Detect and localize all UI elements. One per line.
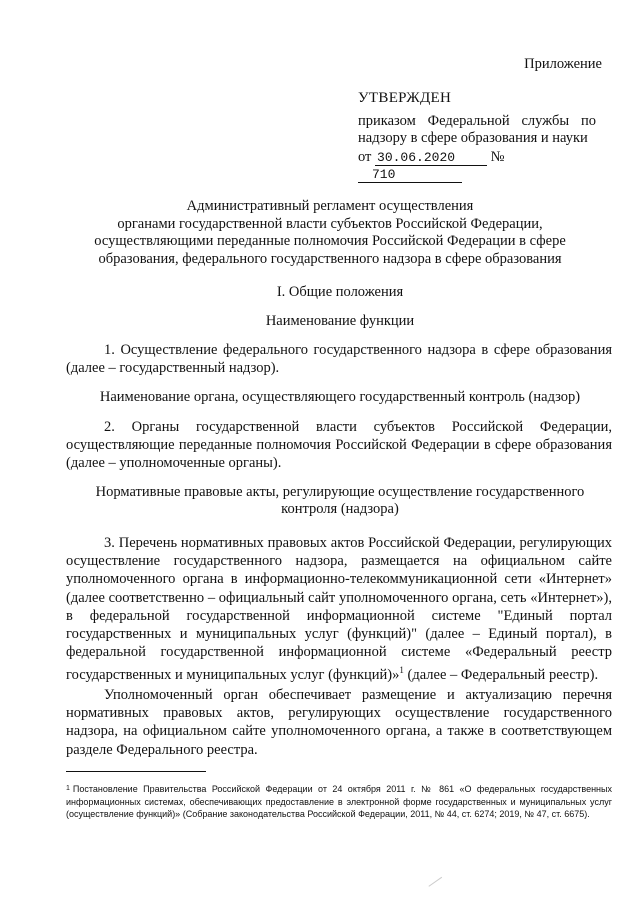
paragraph-2: 2. Органы государственной власти субъектов Российской Федерации, осуществляющие переданные полномочия Российской Федерации в сфере образования (далее – уполномоченные органы).: [66, 419, 612, 472]
paragraph-3-tail: (далее – Федеральный реестр).: [403, 667, 599, 684]
title-line: образования, федерального государственного надзора в сфере образования: [98, 250, 562, 267]
paragraph-4: Уполномоченный орган обеспечивает размещение и актуализацию перечня нормативных правовых актов, регулирующих осуществление государственного надзора, на официальном сайте уполномоченного органа, а также в соответствующем разделе Федерального реестра.: [66, 687, 612, 758]
title-line: осуществляющими переданные полномочия Российской Федерации в сфере: [94, 233, 566, 249]
document-title: [70, 198, 590, 268]
subheading-function-name: Наименование функции: [265, 313, 415, 329]
appendix-label: Приложение: [524, 56, 602, 72]
approval-date-number-line: [358, 149, 596, 183]
paragraph-3: [66, 534, 612, 684]
scan-artifact: [424, 870, 442, 887]
approved-stamp-text: УТВЕРЖДЕН: [358, 90, 452, 106]
footnote-text: Постановление Правительства Российской Федерации от 24 октября 2011 г. № 861 «О федеральных государственных информационных системах, обеспечивающих предоставление в электронной форме государственных и муниципальных услуг (осуществление функций)» (Собрание законодательства Российской Федерации, 2011, № 44, ст. 6274; 2019, № 47, ст. 6675).: [66, 784, 612, 820]
footnote: [66, 783, 612, 821]
section-heading: I. Общие положения: [276, 284, 404, 300]
subheading-legal-acts: Нормативные правовые акты, регулирующие осуществление государственного контроля (надзора): [95, 484, 585, 517]
paragraph-1: 1. Осуществление федерального государственного надзора в сфере образования (далее – государственный надзор).: [66, 342, 612, 377]
paragraph-3-text: 3. Перечень нормативных правовых актов Российской Федерации, регулирующих осуществление государственного надзора, размещается на официальном сайте уполномоченного органа в информационно-телекоммуникационной сети «Интернет» (далее соответственно – официальный сайт уполномоченного органа, сеть «Интернет»), в федеральной государственной информационной системе "Единый портал государственных и муниципальных услуг (функций)" (далее – Единый портал), в федеральной государственной информационной системе «Федеральный реестр государственных и муниципальных услуг (функций)»: [66, 535, 612, 684]
approval-from-prefix: от: [358, 149, 372, 165]
approval-order-text: приказом Федеральной службы по надзору в сфере образования и науки: [358, 113, 596, 146]
approval-block: [358, 90, 596, 183]
approval-number-sign: №: [490, 149, 505, 165]
approval-number: 710: [358, 167, 462, 183]
subheading-body-name: Наименование органа, осуществляющего государственный контроль (надзор): [99, 389, 581, 405]
footnote-divider: [66, 771, 206, 772]
footnote-mark: 1: [66, 785, 70, 792]
title-line: Административный регламент осуществления: [186, 198, 474, 214]
approval-date: 30.06.2020: [375, 150, 487, 166]
title-line: органами государственной власти субъектов Российской Федерации,: [117, 215, 543, 232]
footnote-reference: 1: [399, 665, 404, 676]
